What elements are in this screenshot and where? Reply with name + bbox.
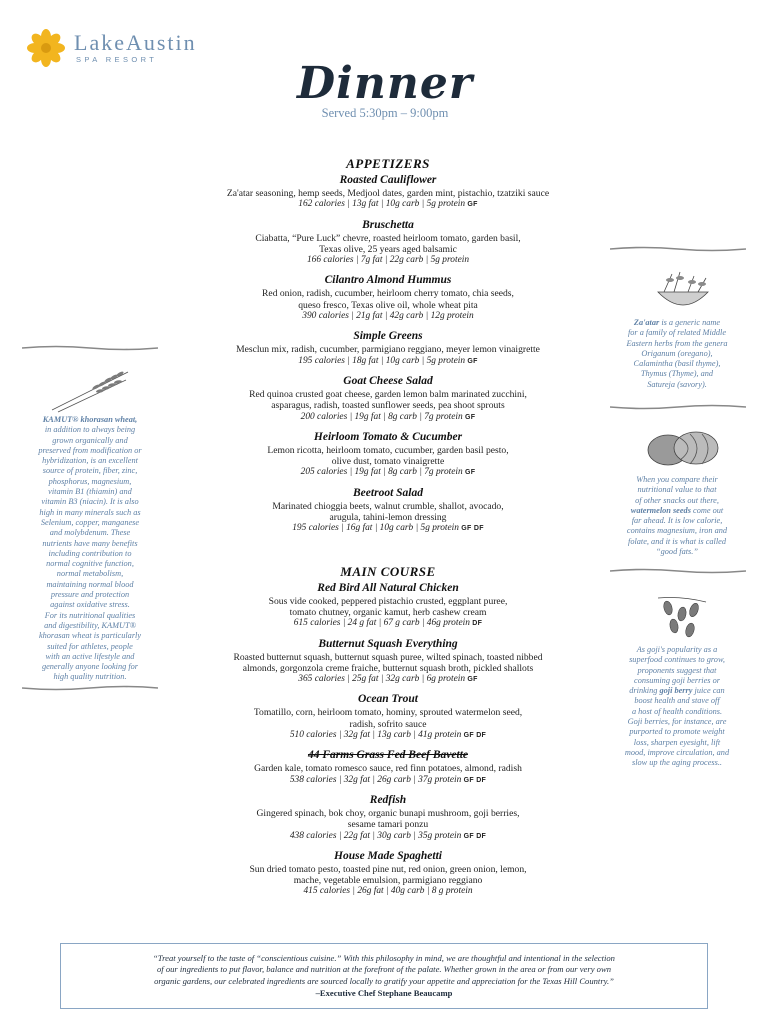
item-nutrition: 365 calories | 25g fat | 32g carb | 6g protein GF (298, 674, 478, 685)
menu-item (180, 431, 596, 479)
item-nutrition: 510 calories | 32g fat | 13g carb | 41g protein GF DF (289, 730, 487, 741)
diet-tags: GF DF (463, 732, 487, 740)
item-description: Red onion, radish, cucumber, heirloom cherry tomato, chia seeds, (262, 288, 514, 300)
logo-subtitle: SPA RESORT (76, 55, 158, 64)
item-description: Ciabatta, “Pure Luck” chevre, roasted heirloom tomato, garden basil, (255, 232, 521, 244)
item-name: 44 Farms Grass Fed Beef Bavette (307, 749, 469, 762)
item-nutrition: 415 calories | 26g fat | 40g carb | 8 g protein (303, 886, 473, 897)
diet-tags: GF (467, 676, 478, 684)
item-nutrition: 162 calories | 13g fat | 10g carb | 5g protein GF (298, 199, 478, 210)
diet-tags: DF (472, 620, 483, 628)
menu-item (180, 850, 596, 898)
item-description: Sun dried tomato pesto, toasted pine nut, red onion, green onion, lemon, (249, 863, 527, 875)
item-description: Marinated chioggia beets, walnut crumble, shallot, avocado, (272, 500, 504, 512)
item-nutrition: 195 calories | 16g fat | 10g carb | 5g protein GF DF (292, 523, 484, 534)
menu-item (180, 274, 596, 322)
divider-right-1 (610, 245, 746, 253)
menu-item (180, 794, 596, 842)
item-description: olive dust, tomato vinaigrette (331, 456, 445, 468)
chef-signature: –Executive Chef Stephane Beaucamp (315, 987, 453, 998)
item-description: Texas olive, 25 years aged balsamic (319, 243, 457, 255)
item-description: Red quinoa crusted goat cheese, garden lemon balm marinated zucchini, (249, 388, 527, 400)
item-nutrition: 615 calories | 24 g fat | 67 g carb | 46g protein DF (293, 618, 483, 629)
menu-item (180, 174, 596, 211)
item-description: Gingered spinach, bok choy, organic bunapi mushroom, goji berries, (256, 807, 520, 819)
item-name: Butternut Squash Everything (318, 637, 458, 650)
item-name: Beetroot Salad (353, 486, 423, 499)
divider-right-2 (610, 403, 746, 411)
item-nutrition: 205 calories | 19g fat | 8g carb | 7g protein GF (300, 467, 476, 478)
diet-tags: GF (465, 469, 476, 477)
divider-bottom-left (22, 684, 158, 692)
item-description: Roasted butternut squash, butternut squash puree, wilted spinach, toasted nibbed (233, 651, 543, 663)
item-name: Bruschetta (362, 218, 414, 231)
menu-item (180, 330, 596, 367)
item-name: Redfish (369, 793, 407, 806)
item-name: Cilantro Almond Hummus (324, 274, 452, 287)
item-description: queso fresco, Texas olive oil, whole wheat pita (298, 299, 478, 311)
menu-item (180, 749, 596, 786)
divider-right-3 (610, 567, 746, 575)
served-hours: Served 5:30pm – 9:00pm (321, 106, 449, 120)
item-description: Za'atar seasoning, hemp seeds, Medjool dates, garden mint, pistachio, tzatziki sauce (226, 188, 550, 199)
diet-tags: GF (467, 201, 478, 209)
item-description: Lemon ricotta, heirloom tomato, cucumber, garden basil pesto, (267, 444, 509, 456)
divider-top-left (22, 344, 158, 352)
item-name: Ocean Trout (358, 693, 418, 706)
item-description: tomato chutney, organic kamut, herb cashew cream (289, 606, 487, 618)
item-description: Sous vide cooked, peppered pistachio crusted, eggplant puree, (268, 595, 508, 607)
item-description: sesame tamari ponzu (347, 819, 429, 831)
watermelon-illustration-icon (644, 426, 724, 470)
goji-note: As goji's popularity as a superfood continues to grow, proponents suggest that consuming goji berries or drinking goji berry juice can boost health and stave off a host of health conditions. Goji berries, for instance, are purported to promote weight loss, sharpen eyesight, lift mood, improve circulation, and slow up the aging process.. (624, 645, 730, 768)
item-nutrition: 390 calories | 21g fat | 42g carb | 12g protein (302, 311, 474, 322)
diet-tags: GF DF (463, 832, 487, 840)
item-description: arugula, tahini-lemon dressing (329, 512, 447, 524)
menu-item (180, 693, 596, 741)
page-title: Dinner (296, 58, 474, 109)
logo-name: LakeAustin (74, 30, 197, 55)
item-name: House Made Spaghetti (334, 849, 442, 862)
item-description: almonds, gorgonzola creme fraiche, butternut squash broth, pickled shallots (242, 662, 534, 674)
item-description: mache, vegetable emulsion, parmigiano reggiano (293, 875, 483, 887)
section-title-appetizers: APPETIZERS (346, 156, 430, 171)
kamut-note: KAMUT® khorasan wheat, in addition to always being grown organically and preserved from modification or hybridization, is an excellent source of protein, fiber, zinc, phosphorus, magnesium, vitamin B1 (thiamin) and vitamin B3 (niacin). It is also high in many minerals such as Selenium, copper, manganese and molybdenum. These nutrients have many benefits including contribution to normal cognitive function, normal metabolism, maintaining normal blood pressure and protection against oxidative stress. For its nutritional qualities and digestibility, KAMUT® khorasan wheat is particularly suited for athletes, people with an active lifestyle and generally anyone looking for high quality nutrition. (38, 415, 142, 682)
menu-item (180, 487, 596, 535)
menu-column (180, 156, 596, 906)
item-nutrition: 538 calories | 32g fat | 26g carb | 37g protein GF DF (289, 774, 487, 785)
item-description: Garden kale, tomato romesco sauce, red finn potatoes, almond, radish (254, 763, 522, 775)
item-nutrition: 200 calories | 19g fat | 8g carb | 7g protein GF (300, 411, 476, 422)
chef-quote: “Treat yourself to the taste of “conscientious cuisine.” With this philosophy in mind, we are thoughtful and intentional in the selection of our ingredients to put flavor, balance and nutrition at the forefront of the palate. Whether grown in the area or from our very own organic gardens, our celebrated ingredients are sourced locally to gratify your appetite and appreciation for the Texas Hill Country.” (153, 953, 615, 986)
chef-quote-box (60, 943, 708, 1009)
watermelon-note: When you compare their nutritional value to that of other snacks out there, watermelon seeds come out far ahead. It is low calorie, contains magnesium, iron and folate, and it is what is called “good fats.” (626, 475, 728, 557)
item-description: radish, sofrito sauce (349, 718, 427, 730)
zaatar-note: Za'atar is a generic name for a family of related Middle Eastern herbs from the genera Origanum (oregano), Calamintha (basil thyme), Thymus (Thyme), and Satureja (savory). (626, 318, 728, 389)
item-name: Simple Greens (353, 330, 423, 343)
section-title-main-course: MAIN COURSE (340, 563, 436, 579)
item-name: Red Bird All Natural Chicken (317, 581, 459, 594)
diet-tags: GF DF (461, 525, 484, 533)
diet-tags: GF (467, 357, 478, 365)
item-name: Roasted Cauliflower (339, 174, 437, 186)
item-nutrition: 195 calories | 18g fat | 10g carb | 5g protein GF (298, 355, 478, 366)
goji-berry-illustration-icon (652, 592, 712, 642)
item-description: Tomatillo, corn, heirloom tomato, hominy, sprouted watermelon seed, (253, 707, 523, 719)
menu-item (180, 219, 596, 267)
herbs-bowl-illustration-icon (650, 268, 716, 314)
item-name: Goat Cheese Salad (343, 374, 433, 387)
item-name: Heirloom Tomato & Cucumber (313, 430, 463, 443)
menu-item (180, 638, 596, 686)
item-nutrition: 166 calories | 7g fat | 22g carb | 5g protein (306, 255, 470, 266)
item-description: asparagus, radish, toasted sunflower seeds, pea shoot sprouts (271, 400, 505, 412)
item-nutrition: 438 calories | 22g fat | 30g carb | 35g protein GF DF (289, 830, 487, 841)
appetizers-section (180, 156, 596, 535)
diet-tags: GF DF (463, 776, 487, 784)
wheat-illustration-icon (48, 366, 132, 414)
menu-item (180, 375, 596, 423)
menu-item (180, 582, 596, 630)
item-description: Mesclun mix, radish, cucumber, parmigiano reggiano, meyer lemon vinaigrette (236, 344, 540, 356)
main-course-section (180, 564, 596, 898)
diet-tags: GF (465, 413, 476, 421)
